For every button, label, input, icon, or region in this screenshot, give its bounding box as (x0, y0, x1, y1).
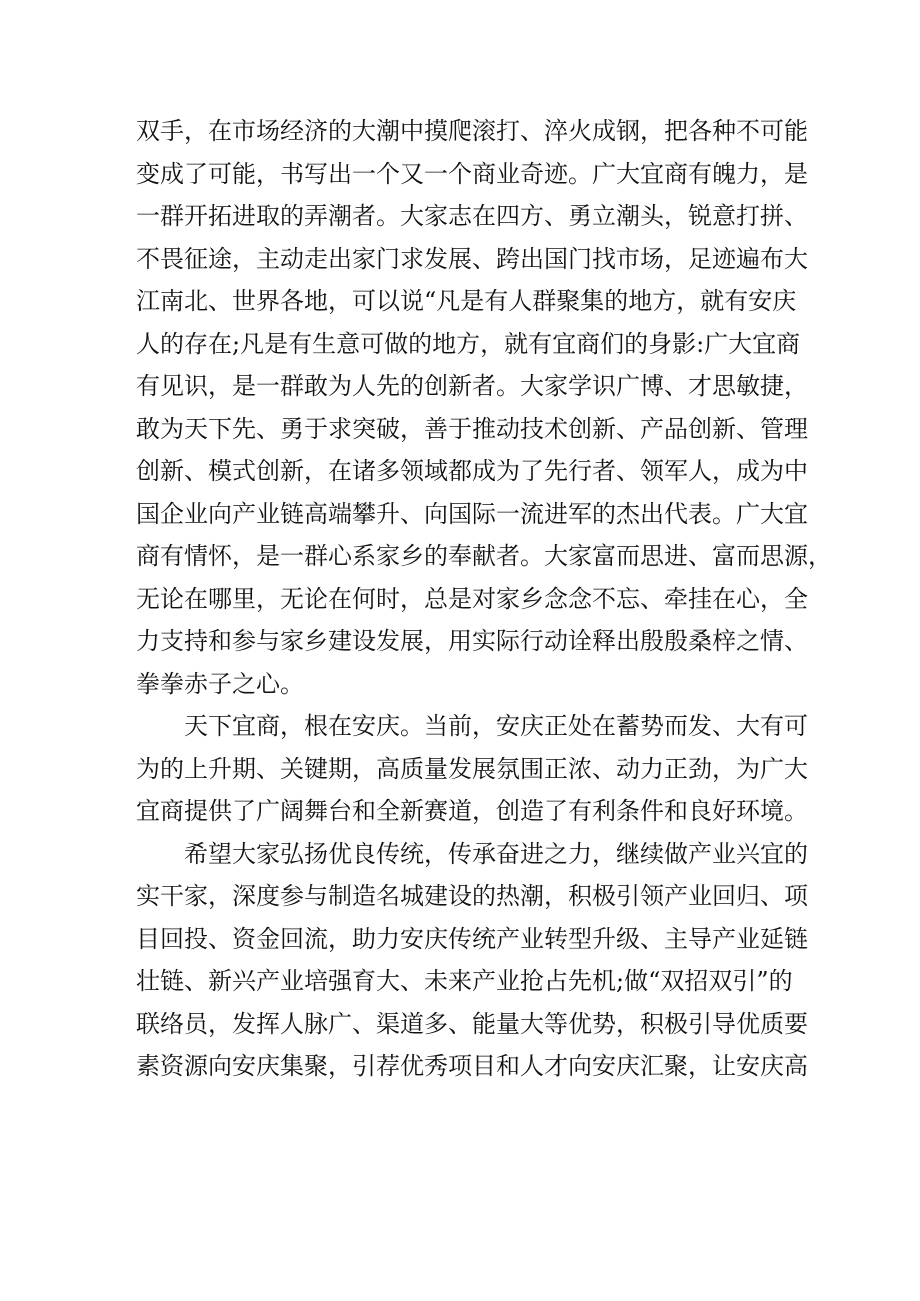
text-line: 宜商提供了广阔舞台和全新赛道，创造了有利条件和良好环境。 (136, 797, 808, 825)
text-line: 力支持和参与家乡建设发展，用实际行动诠释出殷殷桑梓之情、 (136, 627, 808, 655)
text-line: 联络员，发挥人脉广、渠道多、能量大等优势，积极引导优质要 (136, 1009, 808, 1038)
text-line: 壮链、新兴产业培强育大、未来产业抢占先机;做“双招双引”的 (136, 967, 793, 995)
text-line: 有见识，是一群敢为人先的创新者。大家学识广博、才思敏捷， (136, 372, 808, 400)
text-line: 创新、模式创新，在诸多领域都成为了先行者、领军人，成为中 (136, 457, 808, 485)
text-line: 江南北、世界各地，可以说“凡是有人群聚集的地方，就有安庆 (136, 287, 797, 315)
body-text (136, 110, 832, 1088)
text-line: 不畏征途，主动走出家门求发展、跨出国门找市场，足迹遍布大 (136, 244, 808, 273)
paragraph-start-line: 天下宜商，根在安庆。当前，安庆正处在蓄势而发、大有可 (184, 712, 808, 740)
text-line: 变成了可能，书写出一个又一个商业奇迹。广大宜商有魄力，是 (136, 159, 808, 188)
paragraph-start-line: 希望大家弘扬优良传统，传承奋进之力，继续做产业兴宜的 (184, 839, 808, 868)
text-line: 双手，在市场经济的大潮中摸爬滚打、淬火成钢，把各种不可能 (136, 117, 808, 145)
text-line: 实干家，深度参与制造名城建设的热潮，积极引领产业回归、项 (136, 882, 808, 910)
text-line: 敢为天下先、勇于求突破，善于推动技术创新、产品创新、管理 (136, 414, 808, 443)
text-line: 一群开拓进取的弄潮者。大家志在四方、勇立潮头，锐意打拼、 (136, 202, 808, 230)
text-line: 无论在哪里，无论在何时，总是对家乡念念不忘、牵挂在心，全 (136, 584, 808, 613)
text-line: 商有情怀，是一群心系家乡的奉献者。大家富而思进、富而思源， (136, 542, 832, 570)
text-line: 国企业向产业链高端攀升、向国际一流进军的杰出代表。广大宜 (136, 499, 808, 528)
text-line: 目回投、资金回流，助力安庆传统产业转型升级、主导产业延链 (136, 924, 808, 953)
text-line: 人的存在;凡是有生意可做的地方，就有宜商们的身影:广大宜商 (136, 329, 801, 358)
text-line: 为的上升期、关键期，高质量发展氛围正浓、动力正劲，为广大 (136, 754, 808, 783)
text-line: 素资源向安庆集聚，引荐优秀项目和人才向安庆汇聚，让安庆高 (136, 1052, 808, 1080)
text-line: 拳拳赤子之心。 (136, 669, 304, 698)
